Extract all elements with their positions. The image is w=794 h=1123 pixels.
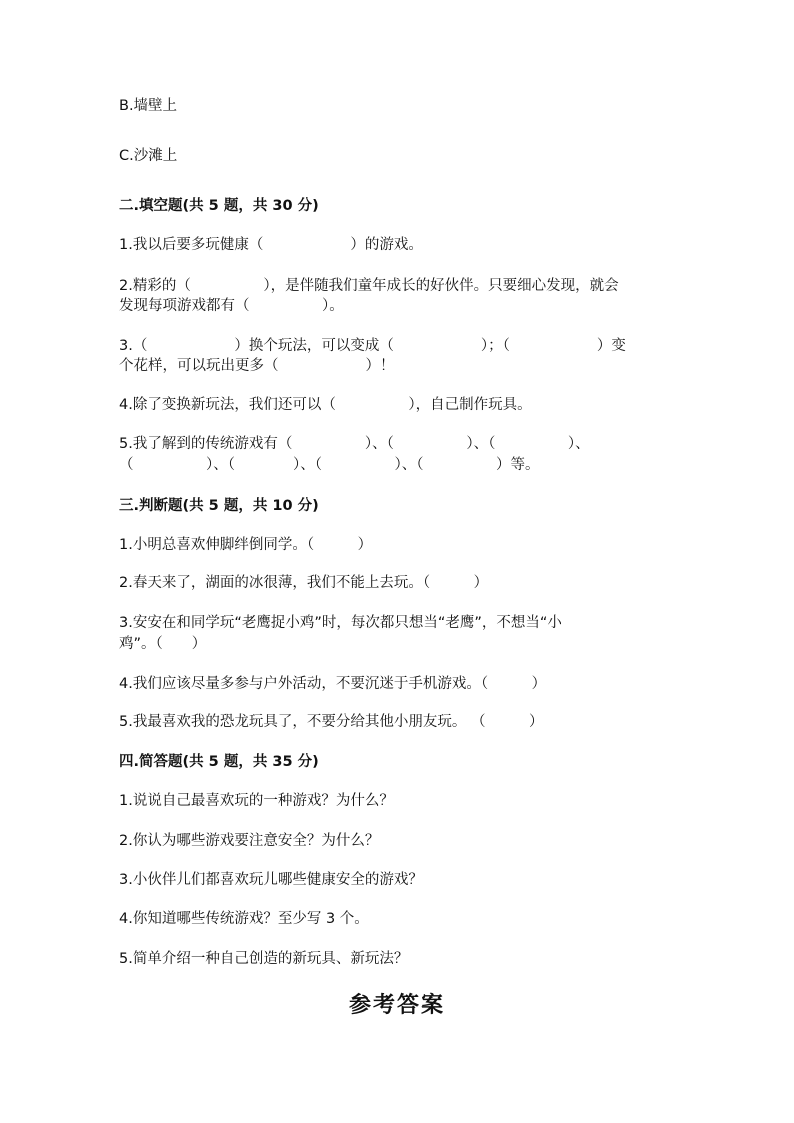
section2-q2-line1: 2.精彩的（ ），是伴随我们童年成长的好伙伴。只要细心发现，就会 [119,278,619,294]
section2-q5-line2: （ ）、（ ）、（ ）、（ ）等。 [119,457,540,473]
option-b: B.墙壁上 [119,98,178,114]
section3-q1: 1.小明总喜欢伸脚绊倒同学。（ ） [119,537,373,553]
section2-q5-line1: 5.我了解到的传统游戏有（ ）、（ ）、（ ）、 [119,436,590,452]
section3-q3-line1: 3.安安在和同学玩“老鹰捉小鸡”时，每次都只想当“老鹰”，不想当“小 [119,615,562,631]
section2-q4: 4.除了变换新玩法，我们还可以（ ），自己制作玩具。 [119,397,532,413]
answer-title: 参考答案 [348,992,445,1018]
section3-q4: 4.我们应该尽量多参与户外活动，不要沉迷于手机游戏。（ ） [119,676,547,692]
section4-heading: 四.简答题(共 5 题，共 35 分) [119,754,319,770]
section2-heading: 二.填空题(共 5 题，共 30 分) [119,198,319,214]
section3-q2: 2.春天来了，湖面的冰很薄，我们不能上去玩。（ ） [119,575,489,591]
section4-q3: 3.小伙伴儿们都喜欢玩儿哪些健康安全的游戏？ [119,872,423,888]
section2-q1: 1.我以后要多玩健康（ ）的游戏。 [119,237,423,253]
section4-q2: 2.你认为哪些游戏要注意安全？为什么？ [119,833,380,849]
section3-q5: 5.我最喜欢我的恐龙玩具了，不要分给其他小朋友玩。 （ ） [119,714,544,730]
section2-q3-line2: 个花样，可以玩出更多（ ）！ [119,358,395,374]
section3-q3-line2: 鸡”。（ ） [119,636,207,652]
section4-q1: 1.说说自己最喜欢玩的一种游戏？为什么？ [119,793,394,809]
section2-q2-line2: 发现每项游戏都有（ ）。 [119,298,344,314]
section3-heading: 三.判断题(共 5 题，共 10 分) [119,498,319,514]
section4-q4: 4.你知道哪些传统游戏？至少写 3 个。 [119,911,369,927]
section2-q3-line1: 3.（ ）换个玩法，可以变成（ ）；（ ）变 [119,338,626,354]
section4-q5: 5.简单介绍一种自己创造的新玩具、新玩法？ [119,951,409,967]
option-c: C.沙滩上 [119,148,178,164]
